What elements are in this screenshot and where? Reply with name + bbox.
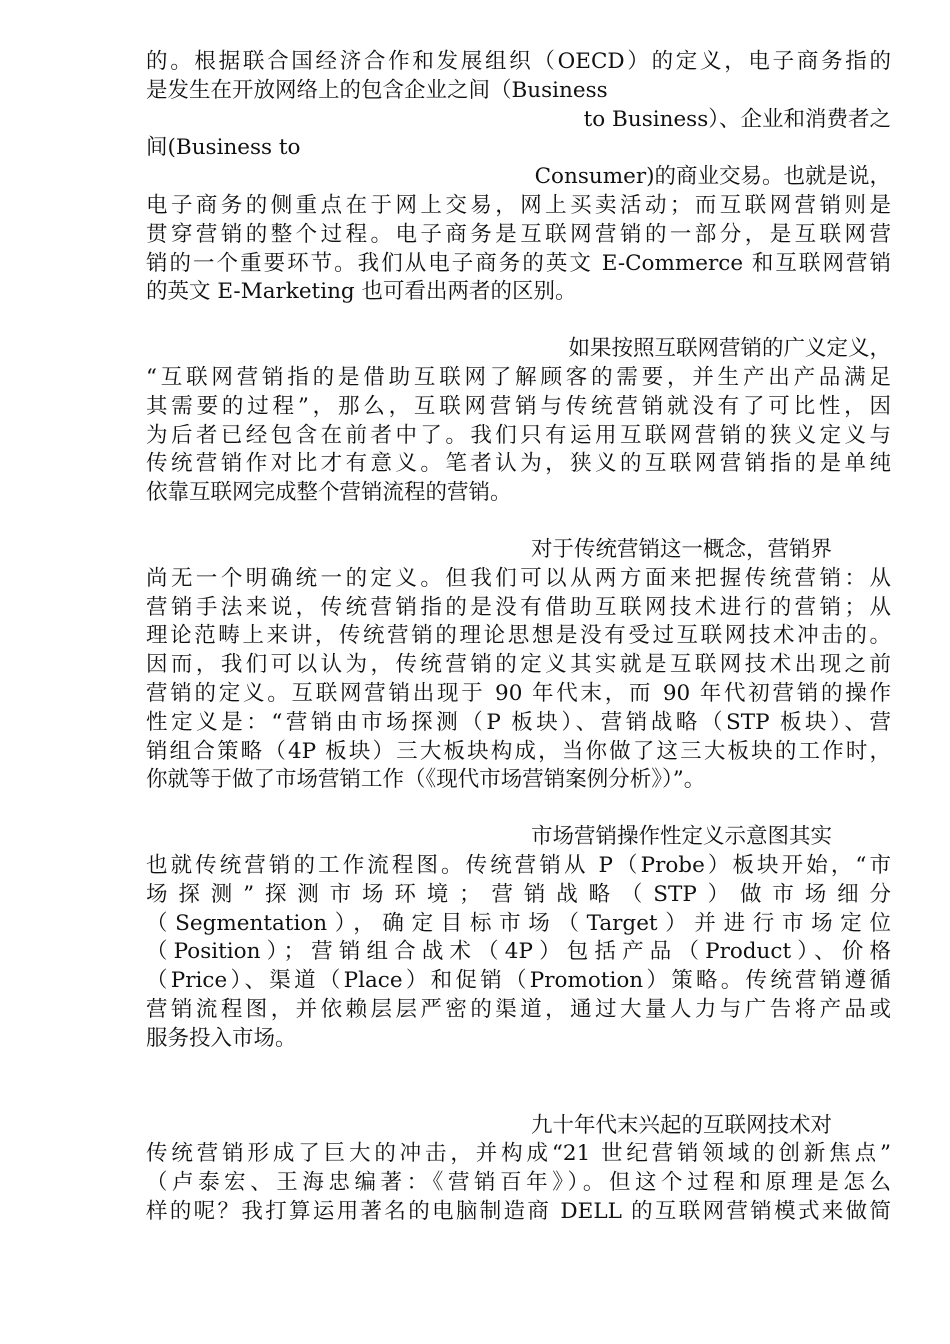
text-line: 传统营销形成了巨大的冲击，并构成“21 世纪营销领域的创新焦点” — [146, 1141, 891, 1167]
text-line: 是发生在开放网络上的包含企业之间（Business — [146, 77, 608, 103]
text-line: 营销流程图，并依赖层层严密的渠道，通过大量人力与广告将产品或 — [146, 996, 891, 1022]
text-line: 性定义是：“营销由市场探测（P 板块）、营销战略（STP 板块）、营 — [146, 709, 891, 735]
text-line: 理论范畴上来讲，传统营销的理论思想是没有受过互联网技术冲击的。 — [146, 623, 891, 649]
text-line: 如果按照互联网营销的广义定义， — [568, 336, 891, 362]
text-line: 为后者已经包含在前者中了。我们只有运用互联网营销的狭义定义与 — [146, 422, 891, 448]
text-line: 贯穿营销的整个过程。电子商务是互联网营销的一部分，是互联网营 — [146, 221, 891, 247]
text-line: 间(Business to — [146, 135, 301, 161]
text-line: （Price）、渠道（Place）和促销（Promotion）策略。传统营销遵循 — [146, 968, 891, 994]
text-line: 你就等于做了市场营销工作（《现代市场营销案例分析》）”。 — [146, 767, 706, 793]
text-line: 销的一个重要环节。我们从电子商务的英文 E-Commerce 和互联网营销 — [146, 250, 891, 276]
text-line: 市场营销操作性定义示意图其实 — [531, 824, 833, 850]
text-line: 场探测”探测市场环境；营销战略（STP）做市场细分 — [146, 881, 891, 907]
text-line: （Segmentation），确定目标市场（Target）并进行市场定位 — [146, 910, 891, 936]
spacer — [146, 1082, 891, 1112]
text-line: Consumer)的商业交易。也就是说， — [534, 164, 891, 190]
paragraph-ecommerce-definition — [146, 48, 891, 307]
text-line: （Position）；营销组合战术（4P）包括产品（Product）、价格 — [146, 939, 891, 965]
text-line: “互联网营销指的是借助互联网了解顾客的需要，并生产出产品满足 — [146, 364, 891, 390]
paragraph-internet-impact — [146, 1112, 891, 1227]
text-line: 对于传统营销这一概念，营销界 — [531, 536, 833, 562]
text-line: 其需要的过程”，那么，互联网营销与传统营销就没有了可比性，因 — [146, 393, 891, 419]
text-line: 营销的定义。互联网营销出现于 90 年代末，而 90 年代初营销的操作 — [146, 680, 891, 706]
text-line: 营销手法来说，传统营销指的是没有借助互联网技术进行的营销；从 — [146, 594, 891, 620]
text-line: （卢泰宏、王海忠编著：《营销百年》）。但这个过程和原理是怎么 — [146, 1170, 891, 1196]
paragraph-broad-definition — [146, 335, 891, 508]
text-line: 尚无一个明确统一的定义。但我们可以从两方面来把握传统营销：从 — [146, 565, 891, 591]
text-line: 的英文 E-Marketing 也可看出两者的区别。 — [146, 279, 577, 305]
document-page — [146, 48, 891, 1255]
text-line: 服务投入市场。 — [146, 1025, 297, 1051]
text-line: 销组合策略（4P 板块）三大板块构成，当你做了这三大板块的工作时， — [146, 738, 891, 764]
text-line: 九十年代末兴起的互联网技术对 — [531, 1112, 833, 1138]
paragraph-workflow — [146, 823, 891, 1053]
text-line: 因而，我们可以认为，传统营销的定义其实就是互联网技术出现之前 — [146, 652, 891, 678]
text-line: 依靠互联网完成整个营销流程的营销。 — [146, 480, 512, 506]
text-line: 传统营销作对比才有意义。笔者认为，狭义的互联网营销指的是单纯 — [146, 451, 891, 477]
paragraph-traditional-marketing — [146, 536, 891, 795]
text-line: 电子商务的侧重点在于网上交易，网上买卖活动；而互联网营销则是 — [146, 192, 891, 218]
text-line: 也就传统营销的工作流程图。传统营销从 P（Probe）板块开始，“市 — [146, 852, 891, 878]
text-line: to Business）、企业和消费者之 — [583, 106, 891, 132]
text-line: 样的呢？我打算运用著名的电脑制造商 DELL 的互联网营销模式来做简 — [146, 1198, 891, 1224]
text-line: 的。根据联合国经济合作和发展组织（OECD）的定义，电子商务指的 — [146, 49, 891, 74]
